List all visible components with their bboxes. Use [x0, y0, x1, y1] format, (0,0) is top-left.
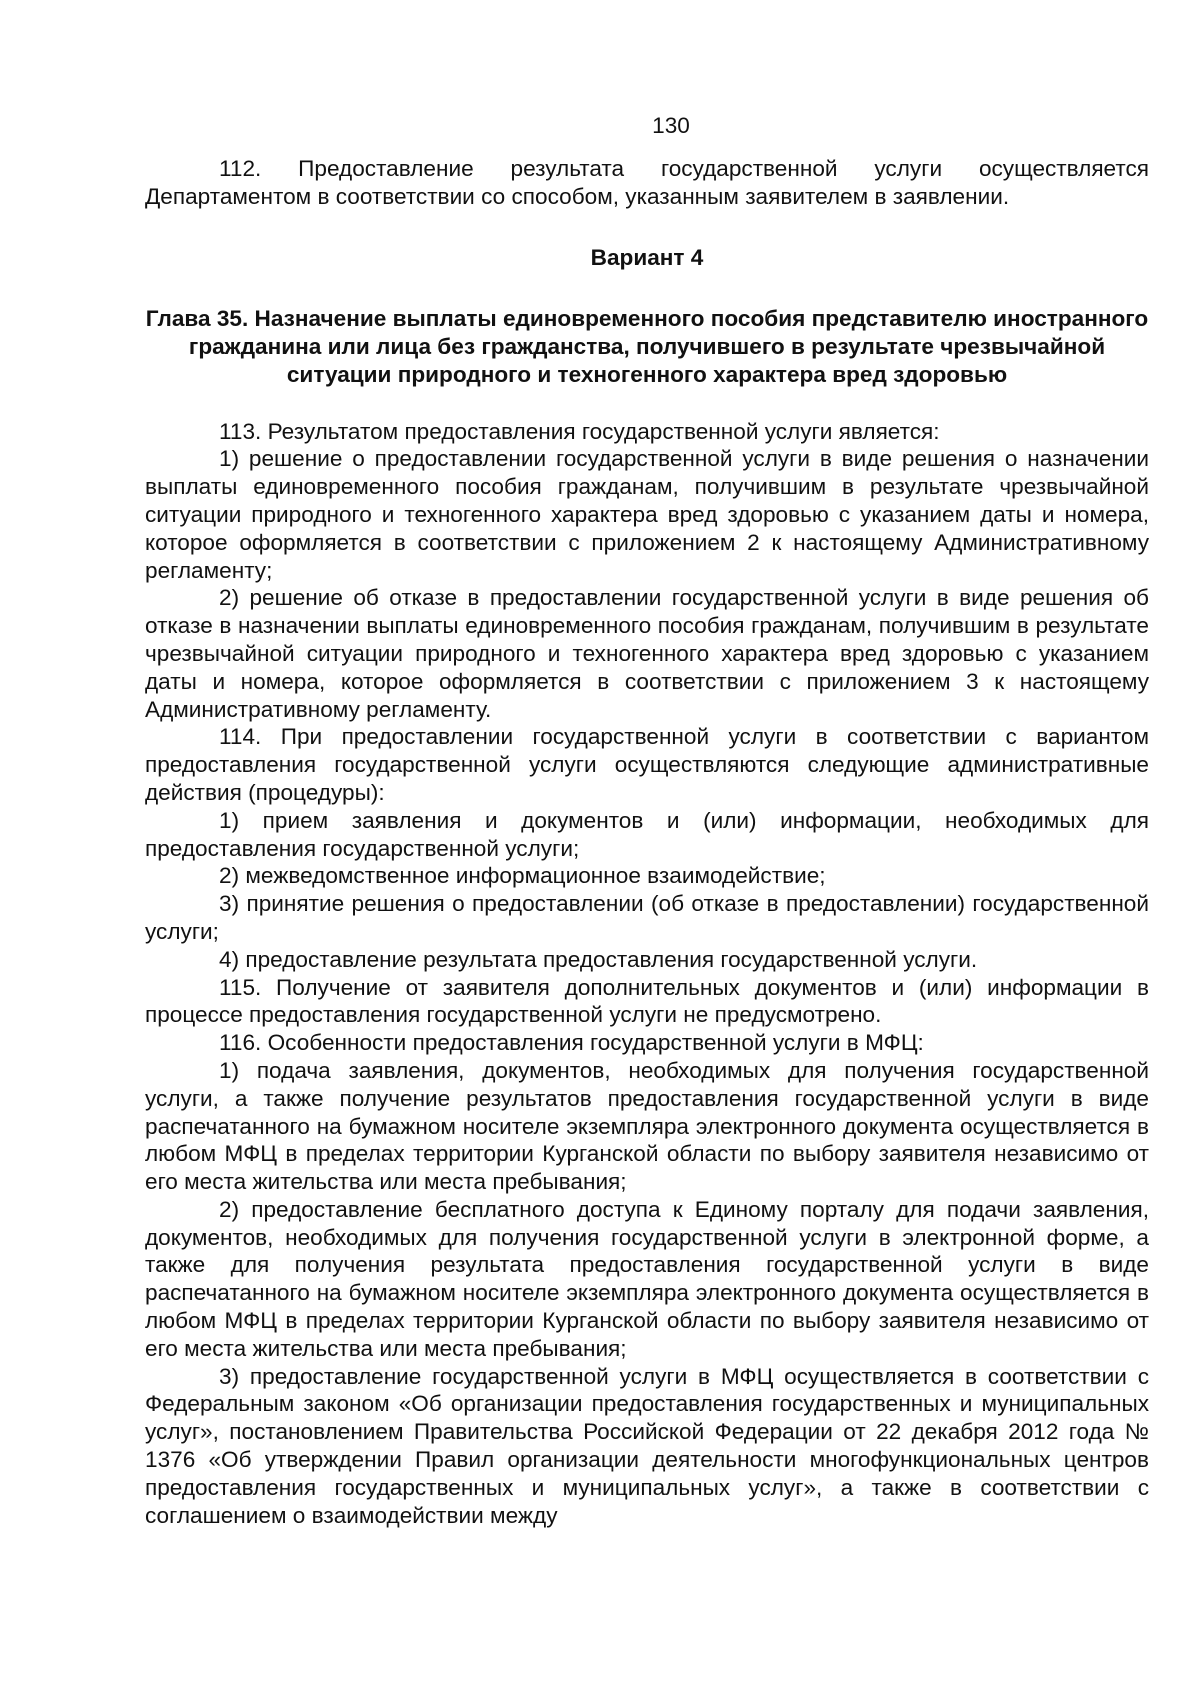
- list-item: 1) подача заявления, документов, необходимых для получения государственной услуги, а также получение результатов предоставления государственной услуги в виде распечатанного на бумажном носителе экземпляра электронного документа осуществляется в любом МФЦ в пределах территории Курганской области по выбору заявителя независимо от его места жительства или места пребывания;: [145, 1057, 1149, 1195]
- list-item: 3) предоставление государственной услуги в МФЦ осуществляется в соответствии с Федеральным законом «Об организации предоставления государственных и муниципальных услуг», постановлением Правительства Российской Федерации от 22 декабря 2012 года № 1376 «Об утверждении Правил организации деятельности многофункциональных центров предоставления государственных и муниципальных услуг», а также в соответствии с соглашением о взаимодействии между: [145, 1363, 1149, 1528]
- paragraph-116: 116. Особенности предоставления государственной услуги в МФЦ:: [219, 1030, 924, 1056]
- variant-heading: Вариант 4: [590, 245, 704, 271]
- list-item: 3) принятие решения о предоставлении (об отказе в предоставлении) государственной услуги;: [145, 891, 1149, 944]
- chapter-heading: Глава 35. Назначение выплаты единовременного пособия представителю иностранного гражданина или лица без гражданства, получившего в результате чрезвычайной ситуации природного и техногенного характера вред здоровью: [145, 306, 1149, 387]
- page-number: 130: [652, 113, 690, 138]
- list-item: 2) решение об отказе в предоставлении государственной услуги в виде решения об отказе в назначении выплаты единовременного пособия гражданам, получившим в результате чрезвычайной ситуации природного и техногенного характера вред здоровью с указанием даты и номера, которое оформляется в соответствии с приложением 3 к настоящему Административному регламенту.: [145, 585, 1149, 722]
- list-item: 1) прием заявления и документов и (или) информации, необходимых для предоставления государственной услуги;: [145, 807, 1149, 861]
- paragraph-115: 115. Получение от заявителя дополнительных документов и (или) информации в процессе предоставления государственной услуги не предусмотрено.: [145, 974, 1149, 1028]
- list-item: 2) предоставление бесплатного доступа к Единому порталу для подачи заявления, документов, необходимых для получения государственной услуги в электронной форме, а также для получения результата предоставления государственной услуги в виде распечатанного на бумажном носителе экземпляра электронного документа осуществляется в любом МФЦ в пределах территории Курганской области по выбору заявителя независимо от его места жительства или места пребывания;: [145, 1196, 1149, 1361]
- paragraph-113: 113. Результатом предоставления государственной услуги является:: [219, 418, 940, 444]
- paragraph-114: 114. При предоставлении государственной услуги в соответствии с вариантом предоставления государственной услуги осуществляются следующие административные действия (процедуры):: [145, 724, 1149, 805]
- paragraph-112: 112. Предоставление результата государственной услуги осуществляется Департаментом в соответствии со способом, указанным заявителем в заявлении.: [145, 155, 1149, 209]
- list-item: 4) предоставление результата предоставления государственной услуги.: [219, 946, 978, 972]
- document-page: [145, 112, 1149, 1529]
- list-item: 2) межведомственное информационное взаимодействие;: [219, 863, 826, 889]
- list-item: 1) решение о предоставлении государственной услуги в виде решения о назначении выплаты единовременного пособия гражданам, получившим в результате чрезвычайной ситуации природного и техногенного характера вред здоровью с указанием даты и номера, которое оформляется в соответствии с приложением 2 к настоящему Административному регламенту;: [145, 446, 1149, 583]
